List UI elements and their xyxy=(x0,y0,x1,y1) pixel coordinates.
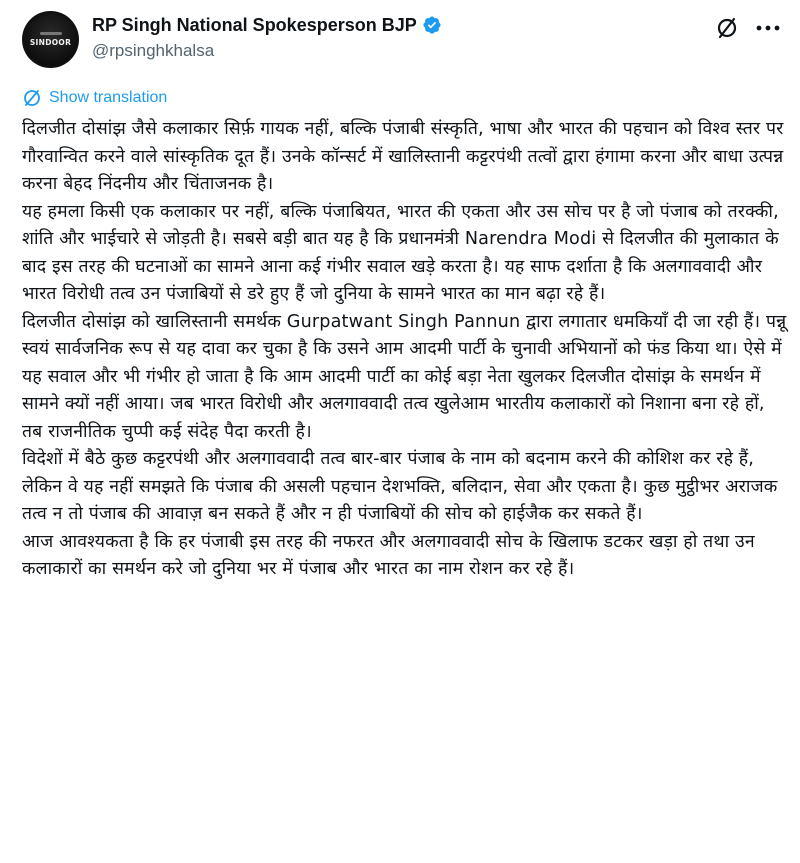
author-block xyxy=(92,13,720,61)
post-paragraph-5: आज आवश्यकता है कि हर पंजाबी इस तरह की नफरत और अलगाववादी सोच के खिलाफ डटकर खड़ा हो तथा उन कलाकारों का समर्थन करे जो दुनिया भर में पंजाब और भारत का नाम रोशन कर रहे हैं। xyxy=(22,531,755,579)
post-paragraph-4: विदेशों में बैठे कुछ कट्टरपंथी और अलगाववादी तत्व बार-बार पंजाब के नाम को बदनाम करने की कोशिश कर रहे हैं, लेकिन वे यह नहीं समझते कि पंजाब की असली पहचान देशभक्ति, बलिदान, सेवा और एकता है। कुछ मुट्ठीभर अराजक तत्व न तो पंजाब की आवाज़ बन सकते हैं और न ही पंजाबियों की सोच को हाईजैक कर सकते हैं। xyxy=(22,449,778,524)
post-paragraph-1: दिलजीत दोसांझ जैसे कलाकार सिर्फ़ गायक नहीं, बल्कि पंजाबी संस्कृति, भाषा और भारत की पहचान को विश्व स्तर पर गौरवान्वित करने वाले सांस्कृतिक दूत हैं। उनके कॉन्सर्ट में खालिस्तानी कट्टरपंथी तत्वों द्वारा हंगामा करना और बाधा उत्पन्न करना बेहद निंदनीय और चिंताजनक है। xyxy=(22,119,784,194)
show-translation-label: Show translation xyxy=(49,89,168,106)
post-paragraph-2: यह हमला किसी एक कलाकार पर नहीं, बल्कि पंजाबियत, भारत की एकता और उस सोच पर है जो पंजाब को तरक्की, शांति और भाईचारे से जोड़ती है। सबसे बड़ी बात यह है कि प्रधानमंत्री Narendra Modi से दिलजीत की मुलाकात के बाद इस तरह की घटनाओं का सामने आना कई गंभीर सवाल खड़े करता है। यह साफ दर्शाता है कि अलगाववादी और भारत विरोधी तत्व उन पंजाबियों से डरे हुए हैं जो दुनिया के सामने भारत का मान बढ़ा रहे हैं। xyxy=(22,201,779,304)
show-translation-link[interactable] xyxy=(22,88,167,108)
avatar-decoration xyxy=(40,32,62,35)
avatar-logo xyxy=(25,14,77,66)
grok-button[interactable] xyxy=(713,14,741,42)
author-handle[interactable]: @rpsinghkhalsa xyxy=(92,41,215,60)
globe-translate-icon xyxy=(22,88,42,108)
author-avatar[interactable] xyxy=(22,11,79,68)
avatar-text: SINDOOR xyxy=(29,38,72,47)
post-text xyxy=(22,116,788,584)
author-name[interactable]: RP Singh National Spokesperson BJP xyxy=(92,14,417,35)
post-paragraph-3: दिलजीत दोसांझ को खालिस्तानी समर्थक Gurpatwant Singh Pannun द्वारा लगातार धमकियाँ दी जा रही हैं। पन्नू स्वयं सार्वजनिक रूप से यह दावा कर चुका है कि उसने आम आदमी पार्टी के चुनावी अभियानों को फंड किया था। ऐसे में यह सवाल और भी गंभीर हो जाता है कि आम आदमी पार्टी का कोई बड़ा नेता खुलकर दिलजीत दोसांझ के समर्थन में सामने क्यों नहीं आया। जब भारत विरोधी और अलगाववादी तत्व खुलेआम भारतीय कलाकारों को निशाना बना रहे हों, तब राजनीतिक चुप्पी कई संदेह पैदा करती है। xyxy=(22,311,787,442)
more-options-button[interactable] xyxy=(752,14,784,42)
author-name-row xyxy=(92,13,720,37)
verified-badge-icon xyxy=(422,15,442,35)
grok-slash-icon xyxy=(713,14,741,42)
more-options-icon xyxy=(755,24,781,32)
